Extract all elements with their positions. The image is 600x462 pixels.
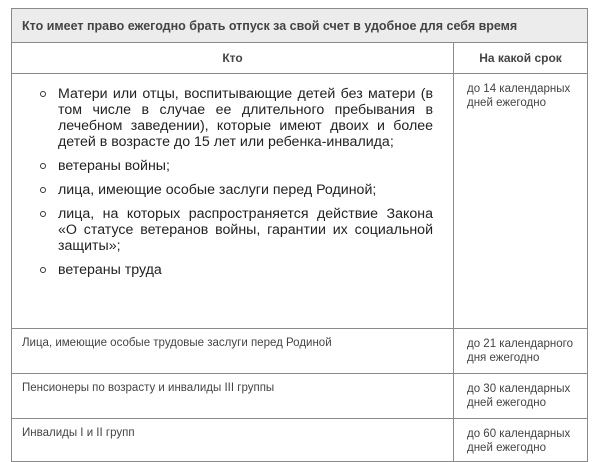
term-text: до 14 календарных дней ежегодно bbox=[467, 83, 571, 109]
who-text: Лица, имеющие особые трудовые заслуги перед Родиной bbox=[22, 337, 332, 349]
term-cell bbox=[454, 374, 588, 419]
circle-bullet-icon bbox=[40, 163, 46, 169]
circle-bullet-icon bbox=[40, 91, 46, 97]
term-text: до 60 календарных дней ежегодно bbox=[467, 428, 571, 454]
term-text: до 21 календарного дня ежегодно bbox=[467, 338, 574, 364]
list-item bbox=[32, 262, 433, 278]
header-term: На какой срок bbox=[454, 43, 588, 74]
term-cell bbox=[454, 329, 588, 374]
header-row bbox=[12, 43, 588, 74]
categories-list bbox=[32, 86, 433, 278]
list-item bbox=[32, 158, 433, 174]
who-text: Инвалиды I и II групп bbox=[22, 427, 135, 439]
term-text: до 30 календарных дней ежегодно bbox=[467, 383, 571, 409]
leave-table-container bbox=[11, 8, 587, 454]
who-cell bbox=[12, 374, 454, 419]
header-who: Кто bbox=[12, 43, 454, 74]
list-item-text: лица, имеющие особые заслуги перед Родиной; bbox=[58, 182, 377, 198]
list-item-text: ветераны войны; bbox=[58, 158, 170, 174]
leave-table bbox=[11, 8, 588, 462]
table-row bbox=[12, 329, 588, 374]
who-text: Пенсионеры по возрасту и инвалиды III группы bbox=[22, 382, 275, 394]
term-cell bbox=[454, 419, 588, 462]
table-row bbox=[12, 374, 588, 419]
who-cell bbox=[12, 329, 454, 374]
table-row bbox=[12, 74, 588, 329]
circle-bullet-icon bbox=[40, 187, 46, 193]
circle-bullet-icon bbox=[40, 211, 46, 217]
categories-cell bbox=[12, 74, 454, 329]
list-item bbox=[32, 206, 433, 254]
list-item bbox=[32, 182, 433, 198]
list-item bbox=[32, 86, 433, 150]
circle-bullet-icon bbox=[40, 267, 46, 273]
list-item-text: Матери или отцы, воспитывающие детей без матери (в том числе в случае ее длительного пребывания в лечебном заведении), которые имеют двоих и более детей в возрасте до 15 лет или ребенка-инвалида; bbox=[58, 86, 433, 150]
list-item-text: лица, на которых распространяется действие Закона «О статусе ветеранов войны, гарантии их социальной защиты»; bbox=[58, 206, 433, 254]
who-cell bbox=[12, 419, 454, 462]
table-row bbox=[12, 419, 588, 462]
table-title: Кто имеет право ежегодно брать отпуск за свой счет в удобное для себя время bbox=[12, 9, 588, 43]
term-cell bbox=[454, 74, 588, 329]
list-item-text: ветераны труда bbox=[58, 262, 162, 278]
title-row bbox=[12, 9, 588, 43]
